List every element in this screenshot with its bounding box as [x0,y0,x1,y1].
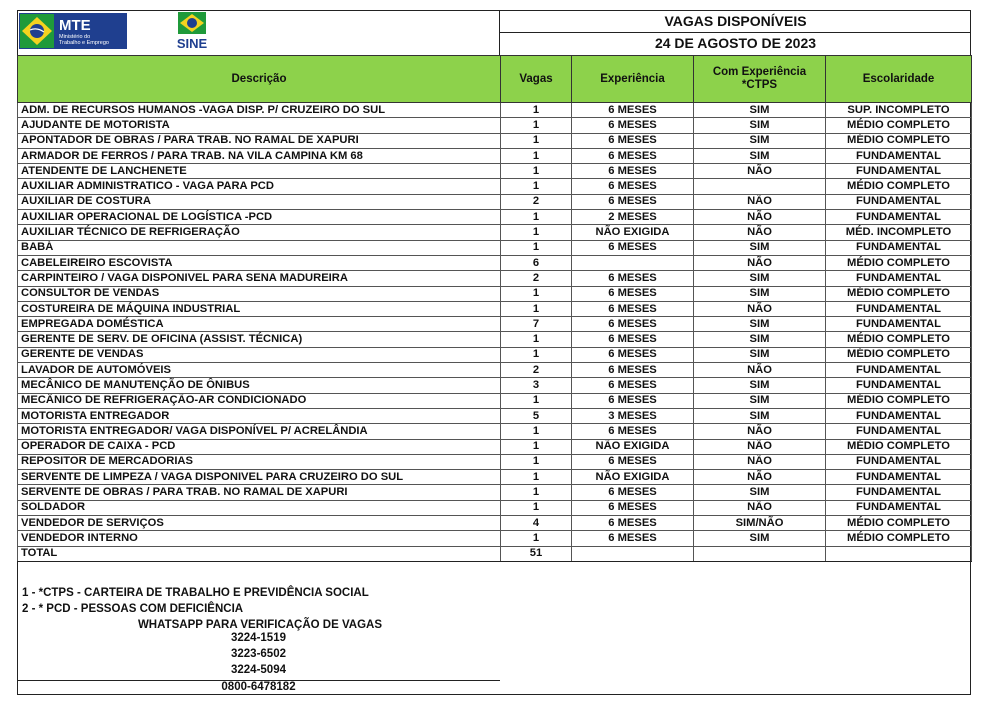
cell-education: MÉDIO COMPLETO [826,133,972,148]
cell-description: COSTUREIRA DE MÁQUINA INDUSTRIAL [18,301,501,316]
cell-description: REPOSITOR DE MERCADORIAS [18,454,501,469]
cell-description: VENDEDOR INTERNO [18,531,501,546]
table-row [18,103,972,118]
cell-experience: 6 MESES [572,393,694,408]
cell-education: FUNDAMENTAL [826,240,972,255]
cell-ctps: SIM [694,240,826,255]
cell-ctps: NÃO [694,439,826,454]
cell-description: MECÂNICO DE MANUTENÇÃO DE ÔNIBUS [18,378,501,393]
table-row [18,194,972,209]
table-row [18,118,972,133]
cell-vacancies: 1 [501,103,572,118]
cell-ctps: NÃO [694,194,826,209]
cell-experience: 6 MESES [572,531,694,546]
cell-description: OPERADOR DE CAIXA - PCD [18,439,501,454]
table-row [18,271,972,286]
footnote-ctps: 1 - *CTPS - CARTEIRA DE TRABALHO E PREVIDÊNCIA SOCIAL [22,587,369,599]
cell-vacancies: 1 [501,133,572,148]
cell-experience: 6 MESES [572,133,694,148]
cell-ctps: NÃO [694,470,826,485]
table-row [18,210,972,225]
table-header-row [18,56,972,103]
cell-experience: 6 MESES [572,118,694,133]
cell-education: MÉDIO COMPLETO [826,286,972,301]
cell-description: AUXILIAR DE COSTURA [18,194,501,209]
table-row [18,531,972,546]
table-row [18,133,972,148]
table-row [18,363,972,378]
cell-vacancies: 1 [501,470,572,485]
cell-description: APONTADOR DE OBRAS / PARA TRAB. NO RAMAL DE XAPURI [18,133,501,148]
cell-education: MÉD. INCOMPLETO [826,225,972,240]
cell-ctps: SIM [694,271,826,286]
cell-description: ARMADOR DE FERROS / PARA TRAB. NA VILA CAMPINA KM 68 [18,148,501,163]
cell-ctps [694,179,826,194]
cell-education: FUNDAMENTAL [826,500,972,515]
table-row [18,500,972,515]
cell-ctps: NÃO [694,210,826,225]
cell-vacancies: 6 [501,255,572,270]
table-row [18,393,972,408]
cell-vacancies: 1 [501,485,572,500]
sine-logo-text: SINE [176,36,208,51]
phone-number: 3224-5094 [231,664,286,676]
table-row [18,225,972,240]
cell-vacancies: 1 [501,179,572,194]
cell-description: AJUDANTE DE MOTORISTA [18,118,501,133]
cell-description: SOLDADOR [18,500,501,515]
cell-education: FUNDAMENTAL [826,148,972,163]
phone-number: 3223-6502 [231,648,286,660]
cell-description: ADM. DE RECURSOS HUMANOS -VAGA DISP. P/ CRUZEIRO DO SUL [18,103,501,118]
cell-ctps: NÃO [694,363,826,378]
cell-description: GERENTE DE SERV. DE OFICINA (ASSIST. TÉCNICA) [18,332,501,347]
cell-vacancies: 1 [501,454,572,469]
table-row [18,317,972,332]
cell-education: MÉDIO COMPLETO [826,531,972,546]
cell-education: MÉDIO COMPLETO [826,255,972,270]
cell-vacancies: 1 [501,210,572,225]
footnote-pcd: 2 - * PCD - PESSOAS COM DEFICIÊNCIA [22,603,244,615]
cell-education: FUNDAMENTAL [826,210,972,225]
table-row [18,255,972,270]
cell-experience: 6 MESES [572,301,694,316]
vacancies-table [17,55,972,562]
cell-experience: 6 MESES [572,485,694,500]
column-header-description: Descrição [18,56,501,103]
cell-description: LAVADOR DE AUTOMÓVEIS [18,363,501,378]
cell-vacancies: 1 [501,225,572,240]
cell-experience: 6 MESES [572,378,694,393]
cell-description: EMPREGADA DOMÉSTICA [18,317,501,332]
mte-logo-text: MTE [59,17,91,34]
cell-ctps: NÃO [694,500,826,515]
cell-ctps: NÃO [694,164,826,179]
footnotes [22,585,369,617]
cell-education: MÉDIO COMPLETO [826,118,972,133]
cell-vacancies: 1 [501,393,572,408]
cell-ctps: SIM/NÃO [694,516,826,531]
cell-ctps: NÃO [694,255,826,270]
cell-experience: 6 MESES [572,500,694,515]
cell-vacancies: 1 [501,424,572,439]
table-row [18,332,972,347]
cell-ctps: SIM [694,393,826,408]
cell-description: CARPINTEIRO / VAGA DISPONIVEL PARA SENA MADUREIRA [18,271,501,286]
cell-ctps: SIM [694,103,826,118]
cell-experience: 6 MESES [572,332,694,347]
table-row [18,286,972,301]
cell-experience: 6 MESES [572,317,694,332]
cell-experience: NÃO EXIGIDA [572,439,694,454]
cell-education: FUNDAMENTAL [826,424,972,439]
cell-vacancies: 1 [501,347,572,362]
cell-description: AUXILIAR TÉCNICO DE REFRIGERAÇÃO [18,225,501,240]
cell-vacancies: 2 [501,194,572,209]
cell-education: MÉDIO COMPLETO [826,393,972,408]
cell-experience: 6 MESES [572,424,694,439]
cell-ctps: SIM [694,408,826,423]
cell-ctps: SIM [694,133,826,148]
cell-experience: 6 MESES [572,148,694,163]
table-row [18,516,972,531]
cell-vacancies: 2 [501,363,572,378]
cell-ctps: NÃO [694,301,826,316]
cell-vacancies: 1 [501,531,572,546]
title-box [499,10,971,55]
cell-education: MÉDIO COMPLETO [826,347,972,362]
column-header-experience: Experiência [572,56,694,103]
cell-experience: 6 MESES [572,516,694,531]
cell-education: FUNDAMENTAL [826,271,972,286]
cell-description: MECÂNICO DE REFRIGERAÇÃO-AR CONDICIONADO [18,393,501,408]
total-label: TOTAL [18,546,501,561]
cell-description: AUXILIAR ADMINISTRATICO - VAGA PARA PCD [18,179,501,194]
cell-education: FUNDAMENTAL [826,164,972,179]
cell-ctps: NÃO [694,454,826,469]
mte-logo-subtext-1: Ministério do [59,34,91,40]
table-row [18,240,972,255]
mte-logo-subtext-2: Trabalho e Emprego [59,40,109,46]
table-row [18,164,972,179]
cell-education: FUNDAMENTAL [826,317,972,332]
cell-ctps: NÃO [694,424,826,439]
cell-experience [572,255,694,270]
cell-vacancies: 1 [501,148,572,163]
cell-experience: 2 MESES [572,210,694,225]
cell-education: MÉDIO COMPLETO [826,516,972,531]
cell-vacancies: 1 [501,301,572,316]
phone-number: 0800-6478182 [221,681,296,693]
cell-education: FUNDAMENTAL [826,408,972,423]
page-date: 24 DE AGOSTO DE 2023 [654,35,817,51]
cell-ctps: NÃO [694,225,826,240]
table-row [18,408,972,423]
cell-experience: 6 MESES [572,363,694,378]
cell-education: MÉDIO COMPLETO [826,332,972,347]
cell-vacancies: 1 [501,332,572,347]
table-row [18,148,972,163]
cell-ctps: SIM [694,347,826,362]
cell-education: FUNDAMENTAL [826,454,972,469]
table-row [18,454,972,469]
cell-ctps: SIM [694,531,826,546]
total-row [18,546,972,561]
cell-vacancies: 1 [501,240,572,255]
cell-ctps: SIM [694,286,826,301]
cell-description: VENDEDOR DE SERVIÇOS [18,516,501,531]
total-empty-cell [826,546,972,561]
cell-experience: 6 MESES [572,347,694,362]
cell-description: ATENDENTE DE LANCHENETE [18,164,501,179]
whatsapp-heading: WHATSAPP PARA VERIFICAÇÃO DE VAGAS [137,619,383,631]
cell-vacancies: 2 [501,271,572,286]
cell-ctps: SIM [694,332,826,347]
cell-description: CONSULTOR DE VENDAS [18,286,501,301]
total-value: 51 [501,546,572,561]
cell-description: MOTORISTA ENTREGADOR/ VAGA DISPONÍVEL P/ ACRELÂNDIA [18,424,501,439]
phone-number: 3224-1519 [231,632,286,644]
cell-education: FUNDAMENTAL [826,485,972,500]
cell-vacancies: 1 [501,118,572,133]
cell-education: FUNDAMENTAL [826,363,972,378]
cell-description: SERVENTE DE LIMPEZA / VAGA DISPONIVEL PARA CRUZEIRO DO SUL [18,470,501,485]
table-body [18,103,972,547]
cell-vacancies: 5 [501,408,572,423]
cell-experience: NÃO EXIGIDA [572,470,694,485]
column-header-education: Escolaridade [826,56,972,103]
table-row [18,485,972,500]
cell-experience: 6 MESES [572,164,694,179]
cell-vacancies: 1 [501,286,572,301]
divider [17,680,500,681]
cell-experience: NÃO EXIGIDA [572,225,694,240]
cell-ctps: SIM [694,317,826,332]
cell-education: MÉDIO COMPLETO [826,439,972,454]
table-row [18,347,972,362]
table-row [18,424,972,439]
table-row [18,179,972,194]
mte-logo [19,13,127,49]
cell-description: CABELEIREIRO ESCOVISTA [18,255,501,270]
cell-description: SERVENTE DE OBRAS / PARA TRAB. NO RAMAL DE XAPURI [18,485,501,500]
table-row [18,439,972,454]
cell-education: FUNDAMENTAL [826,301,972,316]
cell-education: FUNDAMENTAL [826,470,972,485]
cell-vacancies: 1 [501,439,572,454]
cell-education: FUNDAMENTAL [826,194,972,209]
total-empty-cell [572,546,694,561]
cell-vacancies: 1 [501,164,572,179]
cell-ctps: SIM [694,118,826,133]
cell-experience: 6 MESES [572,454,694,469]
cell-experience: 6 MESES [572,194,694,209]
cell-description: MOTORISTA ENTREGADOR [18,408,501,423]
cell-vacancies: 3 [501,378,572,393]
sine-logo [168,12,216,54]
cell-vacancies: 4 [501,516,572,531]
cell-experience: 6 MESES [572,271,694,286]
cell-education: FUNDAMENTAL [826,378,972,393]
column-header-ctps: Com Experiência *CTPS [694,56,826,103]
cell-experience: 6 MESES [572,286,694,301]
cell-experience: 3 MESES [572,408,694,423]
cell-vacancies: 7 [501,317,572,332]
cell-ctps: SIM [694,148,826,163]
table-row [18,470,972,485]
table-row [18,378,972,393]
cell-description: GERENTE DE VENDAS [18,347,501,362]
cell-ctps: SIM [694,485,826,500]
table-row [18,301,972,316]
cell-education: SUP. INCOMPLETO [826,103,972,118]
cell-education: MÉDIO COMPLETO [826,179,972,194]
cell-experience: 6 MESES [572,240,694,255]
cell-experience: 6 MESES [572,103,694,118]
column-header-vacancies: Vagas [501,56,572,103]
cell-description: BABÁ [18,240,501,255]
cell-experience: 6 MESES [572,179,694,194]
cell-ctps: SIM [694,378,826,393]
cell-description: AUXILIAR OPERACIONAL DE LOGÍSTICA -PCD [18,210,501,225]
total-empty-cell [694,546,826,561]
page-title: VAGAS DISPONÍVEIS [500,10,971,33]
cell-vacancies: 1 [501,500,572,515]
